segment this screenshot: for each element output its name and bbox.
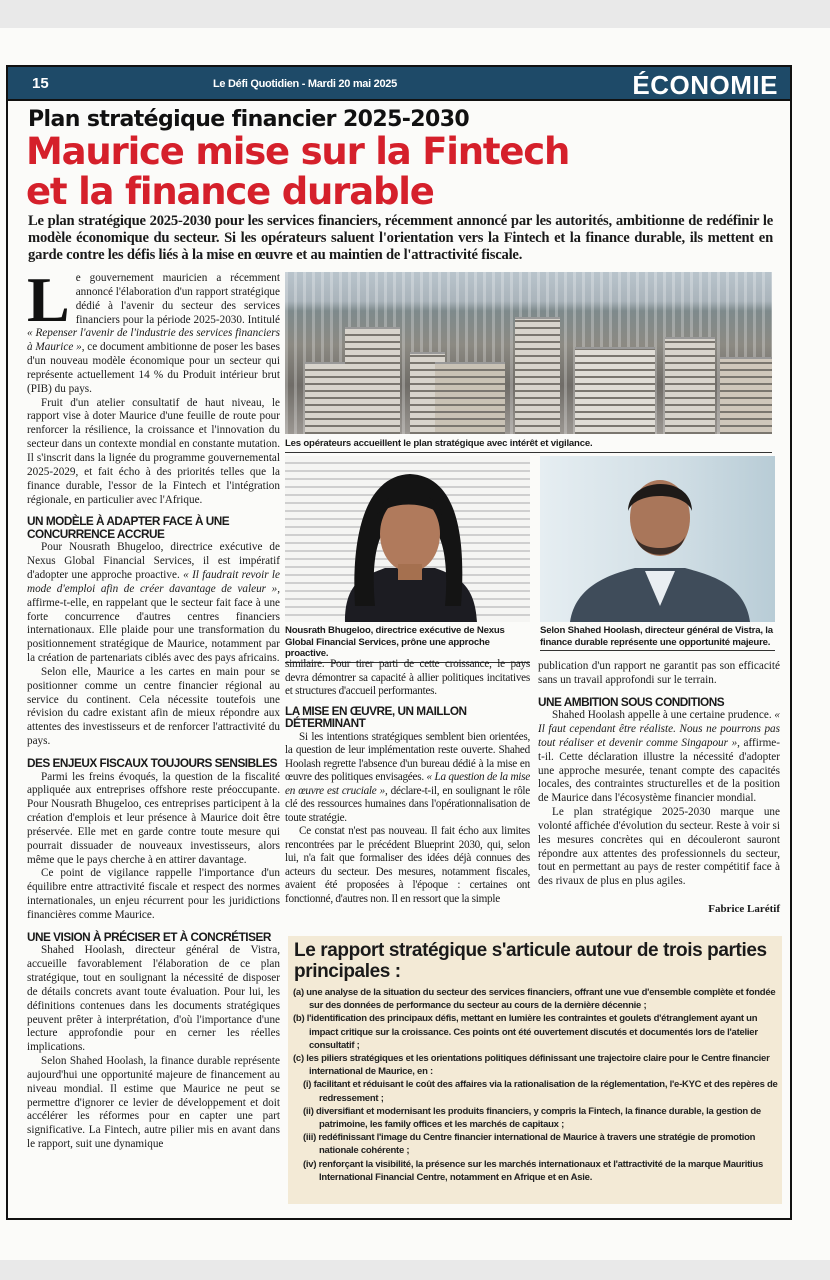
subheading: LA MISE EN ŒUVRE, UN MAILLON DÉTERMINANT: [285, 703, 467, 730]
article-standfirst: Le plan stratégique 2025-2030 pour les services financiers, récemment annoncé par les autorités, ambitionne de redéfinir le modèle économique du secteur. Si les opérateurs saluent l'orientation vers la Fintech et la finance durable, ils mettent en garde contre les défis liés à la mise en œuvre et au maintien de l'attractivité fiscale.: [28, 213, 773, 263]
paragraph: Le gouvernement mauricien a récemment annoncé l'élaboration d'un rapport stratégique dédié à l'avenir du secteur des services financiers pour la période 2025-2030. Intitulé « Repenser l'avenir de l'industrie des services financiers à Maurice », ce document ambitionne de poser les bases d'un nouveau modèle économique pour un secteur qui représente actuellement 14 % du Produit intérieur brut (PIB) du pays.: [27, 264, 280, 395]
article-title: [26, 132, 569, 212]
box-list-item: (iv) renforçant la visibilité, la présence sur les marchés internationaux et l'attractivité de la marque Mauritius International Financial Centre, notamment en Afrique et en Asie.: [303, 1158, 764, 1183]
drop-cap: L: [27, 264, 70, 335]
box-list-item: (iii) redéfinissant l'image du Centre financier international de Maurice à travers une stratégie de promotion nationale cohérente ;: [303, 1132, 756, 1157]
quote: « La question de la mise en œuvre est cruciale »: [285, 771, 530, 797]
portrait2-caption: Selon Shahed Hoolash, directeur général de Vistra, la finance durable représente une opportunité majeure.: [540, 625, 775, 651]
paragraph: Pour Nousrath Bhugeloo, directrice exécutive de Nexus Global Financial Services, il est impératif d'adopter une approche proactive. « Il faudrait revoir le mode d'emploi afin de créer davantage de valeur », affirme-t-elle, en rappelant que le secteur fait face à une forte concurrence d'autres centres financiers internationaux. Elle plaide pour une transformation du positionnement stratégique de Maurice, notamment par la création de partenariats ciblés avec des pays africains.: [27, 541, 280, 665]
portrait-photo-bhugeloo: [285, 456, 530, 622]
quote: « Repenser l'avenir de l'industrie des services financiers à Maurice »: [27, 327, 280, 354]
portrait-photo-hoolash: [540, 456, 775, 622]
box-list-item: (i) facilitant et réduisant le coût des affaires via la rationalisation de la réglementation, l'e-KYC et des repères de redressement ;: [303, 1079, 778, 1104]
paragraph: Si les intentions stratégiques semblent bien orientées, la question de leur implémentation reste ouverte. Shahed Hoolash regrette l'absence d'un bureau dédié à la mise en œuvre des politiques envisagées. « La question de la mise en œuvre est cruciale », déclare-t-il, en soulignant le rôle clé des ressources humaines dans l'opérationnalisation de toute stratégie.: [285, 730, 530, 824]
subheading: UNE AMBITION SOUS CONDITIONS: [538, 694, 725, 709]
title-line: Maurice mise sur la Fintech: [26, 130, 570, 173]
paragraph: Ce constat n'est pas nouveau. Il fait écho aux limites rencontrées par le précédent Blueprint 2030, qui, selon lui, n'a fait que formaliser des idées déjà connues des acteurs du secteur. Des mesures, notamment fiscales, avaient été proposées à l'époque : certaines ont fonctionné, d'autres non. Il en ressort que la simple: [285, 825, 530, 905]
masthead-date: Le Défi Quotidien - Mardi 20 mai 2025: [213, 78, 397, 90]
portrait1-caption: Nousrath Bhugeloo, directrice exécutive de Nexus Global Financial Services, prône une approche proactive.: [285, 625, 530, 663]
paragraph: similaire. Pour tirer parti de cette croissance, le pays devra démontrer sa capacité à allier politiques incitatives et structures d'accueil performantes.: [285, 658, 530, 697]
paragraph: Selon Shahed Hoolash, la finance durable représente aujourd'hui une opportunité majeure de financement au niveau mondial. Il estime que Maurice ne peut se permettre d'ignorer ce levier de développement et doit accélérer les réformes pour en capter une part significative. La Fintech, autre pilier mis en avant dans le rapport, suit une dynamique: [27, 1055, 280, 1151]
quote: « Il faudrait revoir le mode d'emploi afin de créer davantage de valeur »: [27, 569, 280, 595]
column-middle: [285, 658, 530, 906]
paragraph: Shahed Hoolash appelle à une certaine prudence. « Il faut cependant être réaliste. Nous ne pourrons pas tout réaliser et devenir comme Singapour », affirme-t-il. Cette déclaration illustre la nécessité d'adopter une approche mesurée, tenant compte des capacités locales, des contraintes structurelles et de la position de Maurice dans l'écosystème financier mondial.: [538, 709, 781, 805]
paragraph: Selon elle, Maurice a les cartes en main pour se positionner comme un centre financier régional au service du continent. Cela nécessite toutefois une révision du cadre existant afin de mieux répondre aux attentes des investisseurs et de renforcer l'attractivité du pays.: [27, 665, 280, 748]
paragraph: Le plan stratégique 2025-2030 marque une volonté affichée d'évolution du secteur. Reste à voir si les mesures concrètes qui en découleront sauront répondre aux attentes des professionnels du secteur, tout en permettant au pays de rester compétitif face à des rivaux de plus en plus agiles.: [538, 806, 780, 888]
subheading: UN MODÈLE À ADAPTER FACE À UNE CONCURRENCE ACCRUE: [27, 514, 230, 541]
page-header-bar: [6, 65, 792, 101]
subheading: DES ENJEUX FISCAUX TOUJOURS SENSIBLES: [27, 756, 278, 770]
author-byline: Fabrice Larétif: [708, 903, 780, 916]
box-list: [293, 986, 778, 1184]
subheading: UNE VISION À PRÉCISER ET À CONCRÉTISER: [27, 929, 271, 944]
article-kicker: Plan stratégique financier 2025-2030: [28, 107, 470, 132]
page-number: 15: [32, 75, 49, 92]
title-line: et la finance durable: [26, 170, 434, 213]
quote: « Il faut cependant être réaliste. Nous ne pourrons pas tout réaliser et devenir comme Singapour »: [538, 709, 781, 749]
box-list-item: (ii) diversifiant et modernisant les produits financiers, y compris la Fintech, la finance durable, la gestion de patrimoine, les family offices et les marchés de capitaux ;: [303, 1105, 761, 1131]
paragraph: Shahed Hoolash, directeur général de Vistra, accueille favorablement l'élaboration de ce plan stratégique, tout en soulignant la nécessité de disposer de détails concrets avant toute évaluation. Pour lui, les définitions contenues dans les documents stratégiques peuvent prêter à interprétation, d'où l'importance d'une lecture approfondie pour en cerner les réelles implications.: [27, 944, 280, 1054]
box-list-item: (c) les piliers stratégiques et les orientations politiques définissant une trajectoire claire pour le Centre financier international de Maurice, en :: [293, 1053, 770, 1078]
paragraph: Fruit d'un atelier consultatif de haut niveau, le rapport vise à doter Maurice d'une feuille de route pour renforcer la résilience, la croissance et l'innovation du secteur dans un contexte mondial en constante mutation. Il s'inscrit dans la lignée du programme gouvernemental 2025-2029, et fait écho à des priorités telles que la finance durable, l'essor de la Fintech et l'intégration régionale, en particulier avec l'Afrique.: [27, 396, 280, 506]
box-title: Le rapport stratégique s'articule autour de trois parties principales :: [294, 940, 767, 982]
paragraph: Parmi les freins évoqués, la question de la fiscalité appliquée aux entreprises offshore reste préoccupante. Pour Nousrath Bhugeloo, ces entreprises participent à la création d'emplois et leur présence à Maurice doit être préservée. Elle met en garde contre toute mesure qui pourrait dissuader de nouveaux investisseurs, alors même que le pays cherche à en attirer davantage.: [27, 770, 280, 866]
city-photo-caption: Les opérateurs accueillent le plan stratégique avec intérêt et vigilance.: [285, 438, 772, 453]
box-list-item: (b) l'identification des principaux défis, mettant en lumière les contraintes et goulets d'étranglement ayant un impact critique sur la croissance. Ces points ont été ouvertement discutés et documentés lors de l'atelier consultatif ;: [293, 1013, 758, 1051]
column-right: [538, 660, 780, 915]
sidebar-box: [288, 936, 782, 1204]
paragraph: publication d'un rapport ne garantit pas son efficacité sans un travail approfondi sur le terrain.: [538, 660, 780, 686]
section-title: ÉCONOMIE: [632, 70, 778, 100]
box-list-item: (a) une analyse de la situation du secteur des services financiers, offrant une vue d'ensemble complète et fondée sur des données de performance du secteur au cours de la dernière décennie ;: [293, 987, 776, 1012]
paragraph: Ce point de vigilance rappelle l'importance d'un équilibre entre attractivité fiscale et respect des normes internationales, un enjeu récurrent pour les juridictions financières comme Maurice.: [27, 867, 280, 921]
column-left: [27, 264, 280, 1152]
city-photo: [285, 272, 772, 434]
